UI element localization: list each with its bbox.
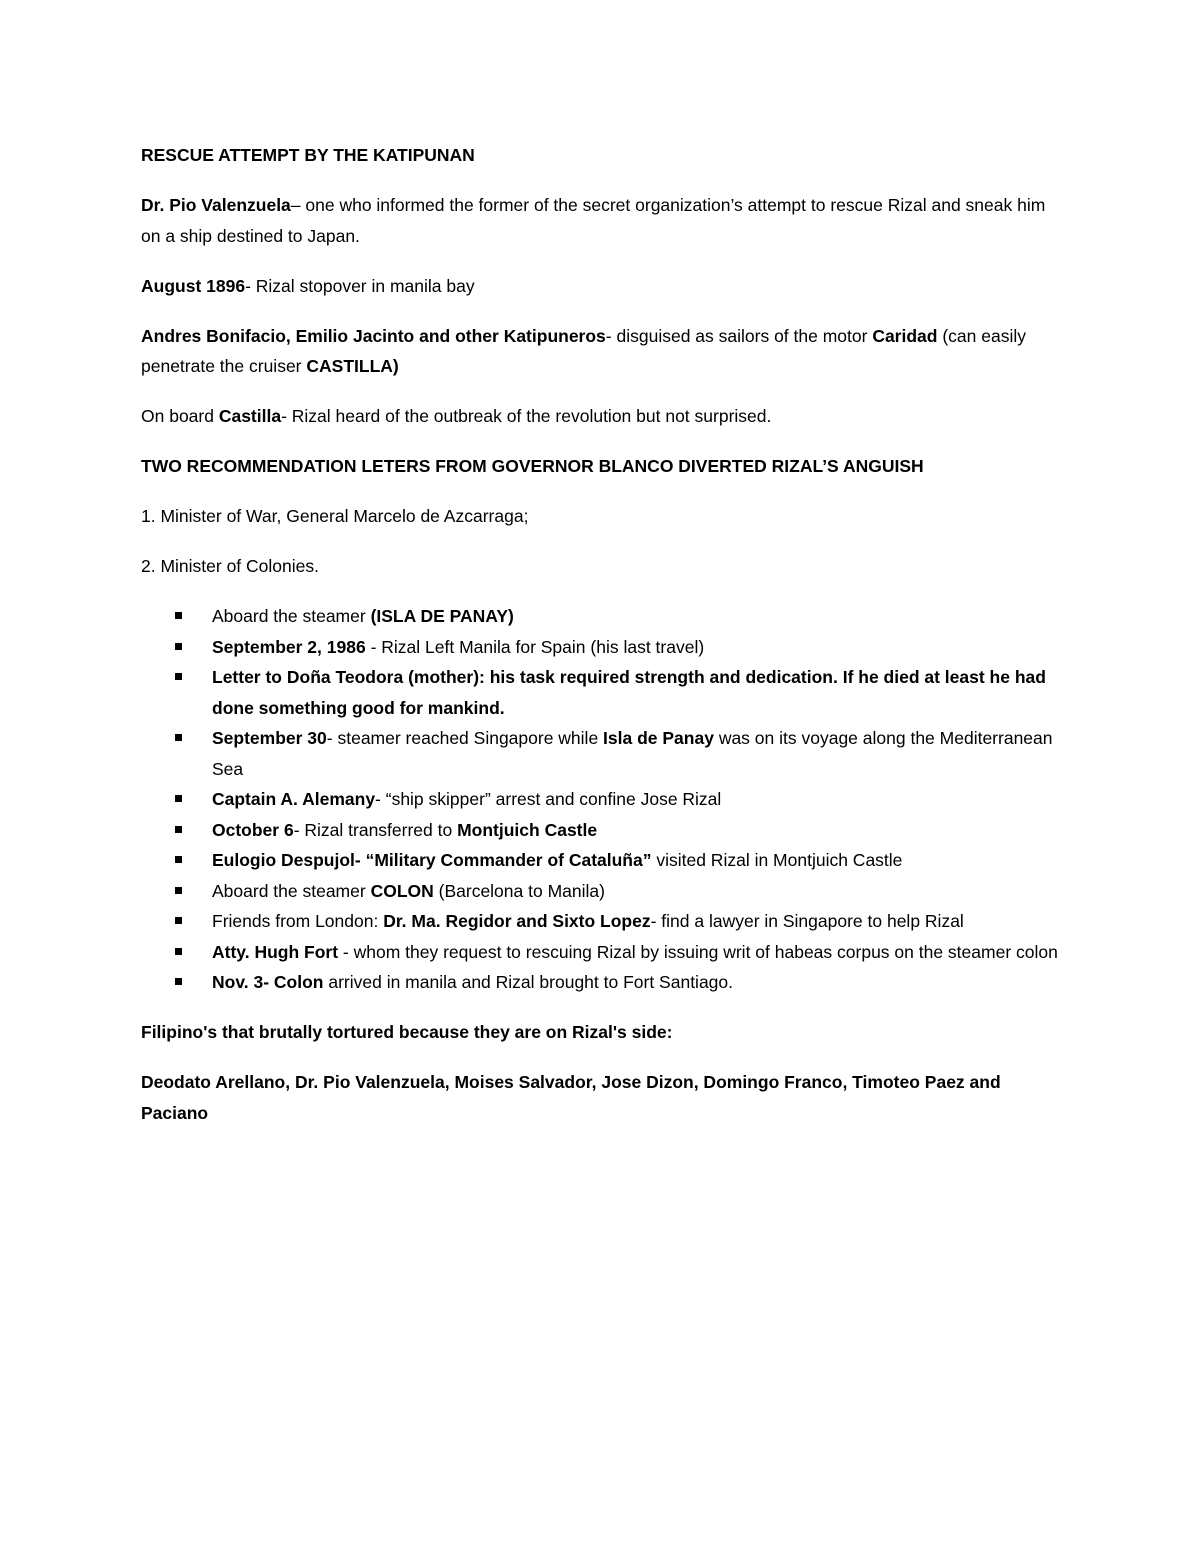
square-bullet-icon xyxy=(175,917,182,924)
bullet-item-september-2 xyxy=(141,632,1061,663)
paragraph-text: On board xyxy=(141,406,219,426)
paragraph-text: - Rizal heard of the outbreak of the revolution but not surprised. xyxy=(281,406,772,426)
bullet-item-friends-london xyxy=(141,906,1061,937)
numbered-item-1: 1. Minister of War, General Marcelo de Azcarraga; xyxy=(141,506,529,526)
square-bullet-icon xyxy=(175,612,182,619)
bold-term: Montjuich Castle xyxy=(457,819,598,840)
paragraph-text: (can easily penetrate the cruiser xyxy=(141,325,1026,376)
bullet-text: - find a lawyer in Singapore to help Rizal xyxy=(650,911,964,931)
square-bullet-icon xyxy=(175,734,182,741)
bold-term: September 2, 1986 xyxy=(212,636,366,657)
section-heading-rescue: RESCUE ATTEMPT BY THE KATIPUNAN xyxy=(141,145,475,165)
bullet-item-hugh-fort xyxy=(141,937,1061,968)
bullet-item-captain-alemany xyxy=(141,784,1061,815)
bold-term: Isla de Panay xyxy=(603,728,714,748)
bold-term: COLON xyxy=(370,880,434,901)
square-bullet-icon xyxy=(175,826,182,833)
bullet-text: (Barcelona to Manila) xyxy=(433,880,605,901)
bullet-item-september-30 xyxy=(141,723,1061,784)
bold-term: August 1896 xyxy=(141,275,246,296)
bullet-text: visited Rizal in Montjuich Castle xyxy=(651,850,903,870)
numbered-item-2: 2. Minister of Colonies. xyxy=(141,556,319,576)
paragraph-text: – one who informed the former of the secret organization’s attempt to rescue Rizal and sneak him on a ship destined to Japan. xyxy=(141,195,1046,246)
bold-term: September 30 xyxy=(212,728,327,748)
bullet-text: - whom they request to rescuing Rizal by issuing writ of habeas corpus on the steamer colon xyxy=(338,941,1058,962)
bold-term: Atty. Hugh Fort xyxy=(212,941,339,962)
square-bullet-icon xyxy=(175,856,182,863)
bullet-item-isla-de-panay xyxy=(141,601,1061,632)
bullet-text: - steamer reached Singapore while xyxy=(326,728,604,748)
square-bullet-icon xyxy=(175,887,182,894)
section-heading-recommendation: TWO RECOMMENDATION LETERS FROM GOVERNOR BLANCO DIVERTED RIZAL’S ANGUISH xyxy=(141,456,924,476)
square-bullet-icon xyxy=(175,978,182,985)
paragraph-text: - Rizal stopover in manila bay xyxy=(245,275,475,296)
square-bullet-icon xyxy=(175,673,182,680)
square-bullet-icon xyxy=(175,948,182,955)
bullet-text: Friends from London: xyxy=(212,911,384,931)
bullet-text: - “ship skipper” arrest and confine Jose Rizal xyxy=(375,789,722,809)
bullet-text: Aboard the steamer xyxy=(212,880,371,901)
document-body xyxy=(141,140,1061,1148)
bold-term: Andres Bonifacio, Emilio Jacinto and other Katipuneros xyxy=(141,325,606,346)
paragraph-august-1896 xyxy=(141,271,1061,302)
bullet-item-letter-dona-teodora xyxy=(141,662,1061,723)
square-bullet-icon xyxy=(175,643,182,650)
bold-term: Nov. 3- Colon xyxy=(212,972,324,992)
bold-term: October 6 xyxy=(212,819,294,840)
bullet-list xyxy=(141,601,1061,998)
bold-term: Dr. Ma. Regidor and Sixto Lopez xyxy=(383,911,651,931)
bold-term: Letter to Doña Teodora (mother): his task required strength and dedication. If he died at least he had done something good for mankind. xyxy=(212,667,1046,718)
bold-term: Dr. Pio Valenzuela xyxy=(141,195,291,215)
names-paragraph: Deodato Arellano, Dr. Pio Valenzuela, Moises Salvador, Jose Dizon, Domingo Franco, Timoteo Paez and Paciano xyxy=(141,1072,1001,1123)
bullet-text: - Rizal Left Manila for Spain (his last travel) xyxy=(365,636,705,657)
bullet-text: Aboard the steamer xyxy=(212,606,371,626)
bullet-item-october-6 xyxy=(141,815,1061,846)
bullet-text: - Rizal transferred to xyxy=(293,819,458,840)
bold-term: Castilla xyxy=(218,406,282,426)
paragraph-on-board-castilla xyxy=(141,401,1061,432)
bullet-text: was on its voyage along the Mediterranean Sea xyxy=(212,728,1053,779)
bullet-item-nov-3 xyxy=(141,967,1061,998)
bold-term: Captain A. Alemany xyxy=(212,789,376,809)
bold-term: Caridad xyxy=(872,325,938,346)
section-heading-tortured: Filipino's that brutally tortured because they are on Rizal's side: xyxy=(141,1022,673,1042)
bullet-item-steamer-colon xyxy=(141,876,1061,907)
paragraph-katipuneros xyxy=(141,321,1061,382)
bold-term: (ISLA DE PANAY) xyxy=(370,606,514,626)
bullet-text: arrived in manila and Rizal brought to Fort Santiago. xyxy=(323,972,734,992)
paragraph-text: - disguised as sailors of the motor xyxy=(605,325,873,346)
square-bullet-icon xyxy=(175,795,182,802)
bullet-item-eulogio-despujol xyxy=(141,845,1061,876)
bold-term: CASTILLA) xyxy=(306,356,399,376)
bold-term: Eulogio Despujol- “Military Commander of Cataluña” xyxy=(212,850,652,870)
paragraph-pio-valenzuela xyxy=(141,190,1061,251)
